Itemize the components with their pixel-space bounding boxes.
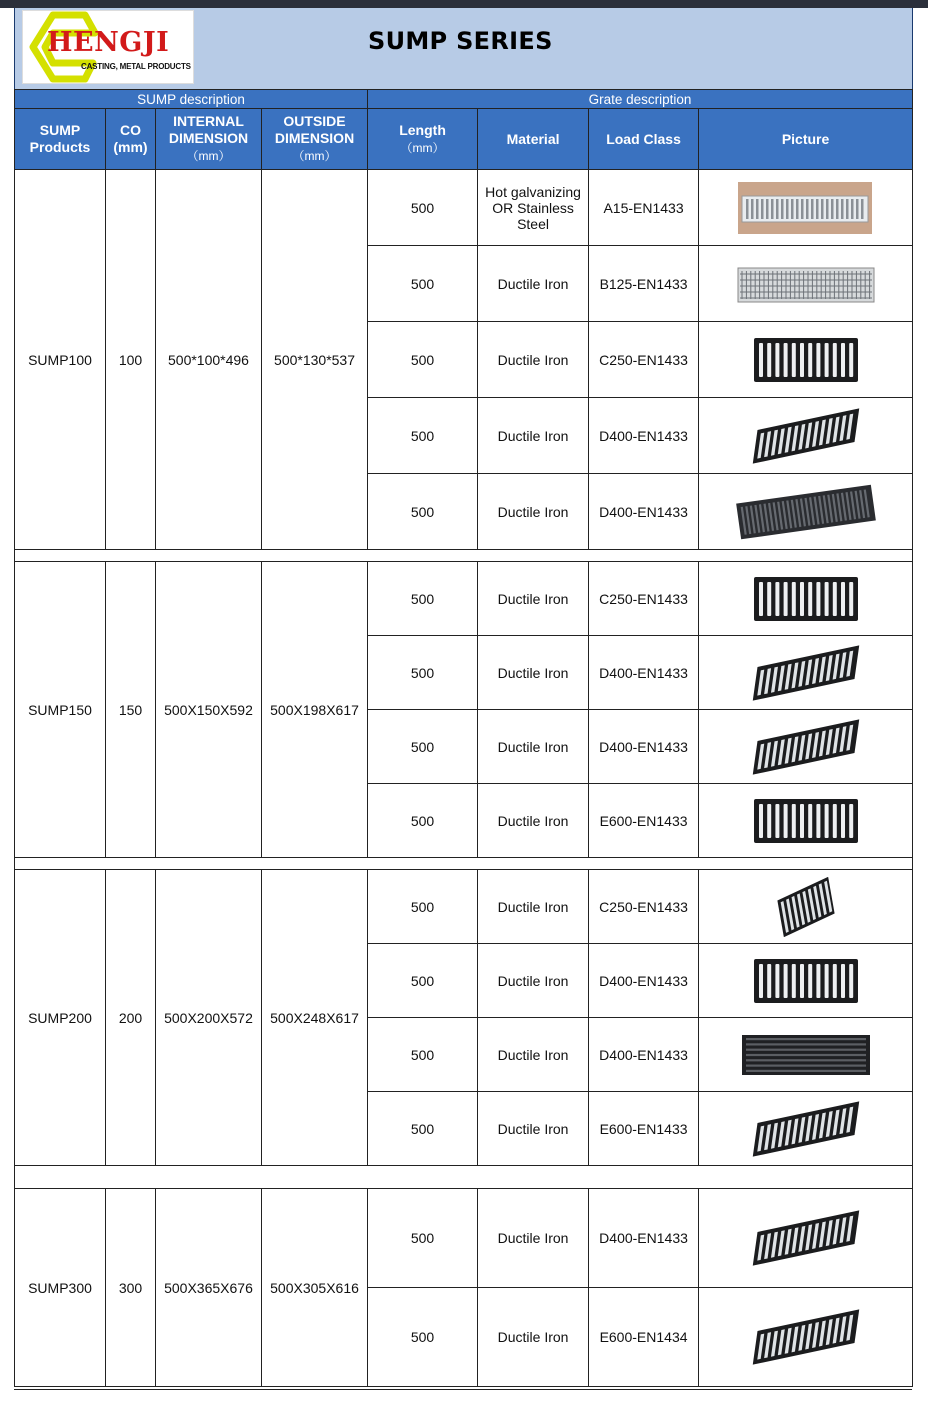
- iron-grate-angled-icon: [701, 1099, 910, 1159]
- group-separator: [15, 1166, 913, 1189]
- material-cell: Ductile Iron: [478, 1189, 589, 1288]
- load-class-cell: E600-EN1433: [589, 784, 699, 858]
- co-cell: 300: [106, 1189, 156, 1387]
- material-cell: Ductile Iron: [478, 944, 589, 1018]
- table-row: [15, 170, 913, 246]
- length-cell: 500: [368, 710, 478, 784]
- material-cell: Ductile Iron: [478, 870, 589, 944]
- material-cell: Ductile Iron: [478, 246, 589, 322]
- load-class-cell: C250-EN1433: [589, 322, 699, 398]
- co-cell: 100: [106, 170, 156, 550]
- bottom-border: [14, 1389, 912, 1390]
- separator-cell: [15, 1166, 913, 1189]
- picture-cell: [699, 636, 913, 710]
- co-cell: 200: [106, 870, 156, 1166]
- internal-dimension-header: INTERNAL DIMENSION （mm）: [156, 109, 262, 170]
- material-cell: Ductile Iron: [478, 474, 589, 550]
- logo-subtitle: CASTING, METAL PRODUCTS: [81, 62, 191, 71]
- picture-cell: [699, 1018, 913, 1092]
- load-class-cell: D400-EN1433: [589, 636, 699, 710]
- grate-description-header: Grate description: [368, 90, 913, 109]
- picture-cell: [699, 246, 913, 322]
- picture-cell: [699, 1288, 913, 1387]
- iron-grate-flat-icon: [701, 1025, 910, 1085]
- iron-grate-angled-icon: [701, 1307, 910, 1367]
- top-bar: [0, 0, 928, 8]
- load-class-cell: D400-EN1433: [589, 398, 699, 474]
- picture-cell: [699, 170, 913, 246]
- iron-grate-icon: [701, 951, 910, 1011]
- load-class-cell: C250-EN1433: [589, 870, 699, 944]
- length-cell: 500: [368, 1092, 478, 1166]
- sump-product-cell: SUMP100: [15, 170, 106, 550]
- picture-cell: [699, 1092, 913, 1166]
- length-cell: 500: [368, 246, 478, 322]
- picture-header: Picture: [699, 109, 913, 170]
- length-cell: 500: [368, 322, 478, 398]
- sump-products-header: SUMP Products: [15, 109, 106, 170]
- internal-dimension-cell: 500*100*496: [156, 170, 262, 550]
- picture-cell: [699, 944, 913, 1018]
- iron-grate-icon: [701, 330, 910, 390]
- internal-dimension-cell: 500X200X572: [156, 870, 262, 1166]
- outside-dimension-header: OUTSIDE DIMENSION （mm）: [262, 109, 368, 170]
- table-row: [15, 562, 913, 636]
- material-cell: Hot galvanizing OR Stainless Steel: [478, 170, 589, 246]
- outside-dimension-cell: 500X248X617: [262, 870, 368, 1166]
- outside-dimension-cell: 500X198X617: [262, 562, 368, 858]
- page-title: SUMP SERIES: [368, 27, 553, 55]
- material-cell: Ductile Iron: [478, 398, 589, 474]
- length-cell: 500: [368, 870, 478, 944]
- load-class-cell: D400-EN1433: [589, 1189, 699, 1288]
- load-class-cell: E600-EN1433: [589, 1092, 699, 1166]
- picture-cell: [699, 398, 913, 474]
- length-header: Length （mm）: [368, 109, 478, 170]
- length-cell: 500: [368, 1018, 478, 1092]
- sump-product-cell: SUMP200: [15, 870, 106, 1166]
- group-separator: [15, 550, 913, 562]
- iron-grate-angled-icon: [701, 643, 910, 703]
- outside-dimension-cell: 500*130*537: [262, 170, 368, 550]
- material-cell: Ductile Iron: [478, 636, 589, 710]
- material-cell: Ductile Iron: [478, 322, 589, 398]
- load-class-cell: B125-EN1433: [589, 246, 699, 322]
- material-cell: Ductile Iron: [478, 1288, 589, 1387]
- load-class-cell: A15-EN1433: [589, 170, 699, 246]
- separator-cell: [15, 858, 913, 870]
- length-cell: 500: [368, 1288, 478, 1387]
- sump-description-header: SUMP description: [15, 90, 368, 109]
- picture-cell: [699, 1189, 913, 1288]
- co-cell: 150: [106, 562, 156, 858]
- material-cell: Ductile Iron: [478, 562, 589, 636]
- picture-cell: [699, 710, 913, 784]
- galvanized-grate-icon: [701, 178, 910, 238]
- material-cell: Ductile Iron: [478, 1092, 589, 1166]
- length-cell: 500: [368, 474, 478, 550]
- load-class-header: Load Class: [589, 109, 699, 170]
- length-cell: 500: [368, 784, 478, 858]
- material-cell: Ductile Iron: [478, 1018, 589, 1092]
- material-cell: Ductile Iron: [478, 710, 589, 784]
- iron-grate-icon: [701, 569, 910, 629]
- load-class-cell: D400-EN1433: [589, 474, 699, 550]
- material-header: Material: [478, 109, 589, 170]
- length-cell: 500: [368, 562, 478, 636]
- iron-grate-small-icon: [701, 877, 910, 937]
- material-cell: Ductile Iron: [478, 784, 589, 858]
- sump-series-table: [14, 89, 913, 1387]
- sump-product-cell: SUMP150: [15, 562, 106, 858]
- load-class-cell: D400-EN1433: [589, 1018, 699, 1092]
- picture-cell: [699, 322, 913, 398]
- length-cell: 500: [368, 1189, 478, 1288]
- iron-grate-long-icon: [701, 482, 910, 542]
- load-class-cell: D400-EN1433: [589, 944, 699, 1018]
- group-separator: [15, 858, 913, 870]
- length-cell: 500: [368, 636, 478, 710]
- outside-dimension-cell: 500X305X616: [262, 1189, 368, 1387]
- iron-grate-angled-icon: [701, 717, 910, 777]
- picture-cell: [699, 474, 913, 550]
- table-row: [15, 870, 913, 944]
- separator-cell: [15, 550, 913, 562]
- table-body: [15, 170, 913, 1387]
- logo-name: HENGJI: [47, 27, 170, 58]
- picture-cell: [699, 870, 913, 944]
- picture-cell: [699, 562, 913, 636]
- load-class-cell: D400-EN1433: [589, 710, 699, 784]
- picture-cell: [699, 784, 913, 858]
- iron-grate-angled-icon: [701, 1208, 910, 1268]
- length-cell: 500: [368, 944, 478, 1018]
- load-class-cell: C250-EN1433: [589, 562, 699, 636]
- load-class-cell: E600-EN1434: [589, 1288, 699, 1387]
- table-row: [15, 1189, 913, 1288]
- iron-grate-angled-icon: [701, 406, 910, 466]
- length-cell: 500: [368, 170, 478, 246]
- iron-grate-icon: [701, 791, 910, 851]
- internal-dimension-cell: 500X150X592: [156, 562, 262, 858]
- internal-dimension-cell: 500X365X676: [156, 1189, 262, 1387]
- mesh-grate-icon: [701, 254, 910, 314]
- length-cell: 500: [368, 398, 478, 474]
- company-logo: [22, 10, 194, 84]
- co-header: CO (mm): [106, 109, 156, 170]
- sump-product-cell: SUMP300: [15, 1189, 106, 1387]
